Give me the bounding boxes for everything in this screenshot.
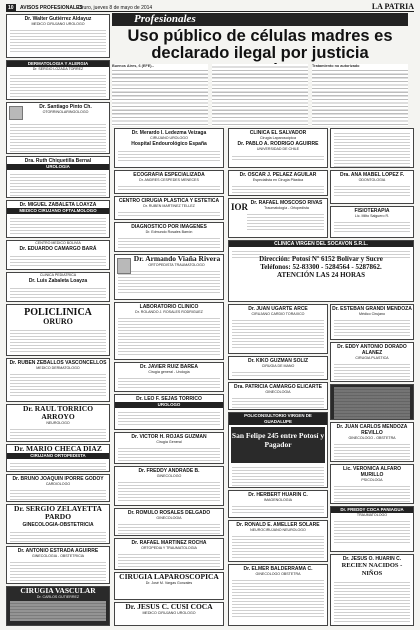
clinic-ad: [228, 240, 414, 302]
page-number: 10: [8, 5, 14, 11]
clinic-address: Dirección: Potosí Nº 6152 Bolívar y Sucre: [259, 255, 383, 263]
ad-subtitle: Dr. ROLANDO J. ROSALES RODRIGUEZ: [135, 310, 203, 314]
ad-subtitle: CLINICA PEDIATRICA: [39, 273, 77, 277]
ad-mid-10: [114, 466, 224, 506]
ad-mid-12: [114, 538, 224, 570]
ad-mid-4: [114, 222, 224, 252]
ad-left-11: [6, 444, 110, 472]
ad-subtitle: GINECOLOGIA: [265, 390, 291, 394]
ad-title: FISIOTERAPIA: [354, 208, 390, 214]
ad-title: Dr. JESUS C. CUSI COCA: [125, 602, 213, 611]
ad-right-7: [228, 304, 328, 354]
ad-right-4: [228, 198, 328, 238]
ad-title: Dr. JUAN UGARTE ARCE: [248, 306, 308, 312]
ad-subtitle: Dr. SERGIO LOZADA TORREZ: [32, 67, 84, 71]
section-band: Profesionales: [112, 13, 408, 26]
ad-subtitle: NEUROCIRUJANO NEUROLOGO: [250, 528, 306, 532]
ad-mid-1: [114, 128, 224, 168]
ad-left-7: [6, 272, 110, 302]
ad-subtitle: ORURO: [43, 317, 73, 326]
ad-subtitle: Cirugía General: [156, 440, 182, 444]
ad-title: Dr. RONALD E. AMELLER SOLARE: [236, 522, 320, 528]
ad-title: POLICLINICA: [24, 307, 92, 318]
ad-subtitle: Cirugía general - Urología: [148, 370, 190, 374]
ad-left-14: [6, 546, 110, 584]
clinic-phones: Teléfonos: 52-83300 - 5284564 - 5287862.: [260, 263, 382, 271]
ad-subtitle: ODONTOLOGIA: [358, 178, 386, 182]
ad-left-6: [6, 240, 110, 270]
ad-title: Dr. MARIO CHECA DIAZ: [14, 444, 102, 453]
ad-mid-11: [114, 508, 224, 536]
ad-subtitle: Especialista en Cirugía Plástica: [252, 178, 304, 182]
ad-title: Dr. BRUNO JOAQUIN IPORRE GODOY: [12, 476, 104, 482]
ad-title: Dr. RAFAEL MARTINEZ ROCHA: [131, 540, 207, 546]
ad-subtitle: Médico Cirujano: [359, 312, 385, 316]
ad-title: Dra. Ruth Chiquetilla Bernal: [24, 158, 92, 164]
ad-right-17: [330, 506, 414, 552]
ad-right-2: [330, 128, 414, 168]
ad-left-9: [6, 358, 110, 402]
ad-subtitle: MEDICO CIRUJANO UROLOGO: [31, 22, 85, 26]
ad-subtitle: RECIEN NACIDOS - NIÑOS: [341, 562, 403, 577]
ad-title: ECOGRAFIA ESPECIALIZADA: [133, 172, 205, 178]
ad-title: Dr. ROMULO ROSALES DELGADO: [127, 510, 211, 516]
ad-left-13: [6, 504, 110, 544]
ad-title: Dr. JUAN CARLOS MENDOZA REVILLO: [336, 424, 408, 436]
ad-subtitle: Dr. Edmundo Rosales Barrón: [145, 230, 193, 234]
ad-title: Dr. Walter Gutiérrez Aldayuz: [24, 16, 92, 22]
ad-title: Dr. MIGUEL ZABALETA LOAYZA: [19, 202, 97, 208]
article-col-2: [212, 64, 308, 126]
ad-title: Dr. FREDDY ANDRADE B.: [138, 468, 200, 474]
doctor-photo: [117, 258, 131, 274]
ad-title: Dr. VICTOR H. ROJAS GUZMAN: [131, 434, 207, 440]
ad-right-9: [330, 342, 414, 382]
ad-title: Dr. EDUARDO CAMARGO BARÁ: [19, 246, 97, 253]
ad-title: Dr. RAUL TORRICO ARROYO: [22, 404, 94, 421]
ad-title: Dr. OSCAR J. PELAEZ AGUILAR: [239, 172, 317, 178]
ad-left-4: [6, 156, 110, 198]
ad-right-16: [228, 520, 328, 562]
ad-subtitle: Dr. José M. Vargas Gonzales: [145, 581, 193, 585]
ad-subtitle: Dr. CARLOS GUTIERREZ: [36, 595, 80, 599]
ad-left-2: [6, 60, 110, 100]
ad-title: Dr. ANTONIO ESTRADA AGUIRRE: [17, 548, 99, 554]
ad-subtitle: UROLOGIA: [7, 164, 109, 170]
ad-left-1: [6, 14, 110, 58]
ad-left-10: [6, 404, 110, 442]
ad-subtitle: GINECOLOGO OBSTETRA: [255, 572, 301, 576]
ad-subtitle: CIRUGIA PLASTICA: [355, 356, 389, 360]
ad-title: Dra. ANA MABEL LOPEZ F.: [340, 172, 404, 178]
ad-right-12: [330, 384, 414, 420]
ad-left-15: [6, 586, 110, 626]
ad-subtitle: MEDICO CIRUJANO UROLOGO: [142, 611, 196, 615]
ad-mid-6: [114, 302, 224, 360]
ad-subtitle: MEDICO CIRUJANO OFTALMOLOGO: [7, 208, 109, 214]
ad-title: Dr. FREDDY COCA PANIAGUA: [331, 507, 413, 513]
ad-subtitle: CARDIOLOGO: [45, 482, 71, 486]
ad-right-1: [228, 128, 328, 168]
ad-subtitle: CIRUJANO CARDIO TORAXICO: [251, 312, 305, 316]
ad-subtitle: GINECOLOGIA - OBSTETRICIA: [31, 554, 85, 558]
ad-subtitle: GINECOLOGIA-OBSTETRICIA: [22, 522, 94, 528]
ad-subtitle: Traumatología - Ortopedista: [264, 206, 309, 210]
article-col-1: [112, 64, 208, 126]
ad-title: Dr. Santiago Pinto Ch.: [39, 104, 92, 110]
ad-mid-7: [114, 362, 224, 392]
ad-title: Dr. ELMER BALDERRAMA C.: [243, 566, 313, 572]
ad-right-10: [228, 356, 328, 380]
ad-left-5: [6, 200, 110, 238]
ad-subtitle: UROLOGO: [115, 402, 223, 408]
ad-title: Dr. JESUS O. HUARIN C.: [342, 556, 402, 562]
ad-subtitle: Lic. Milto Salguero R.: [354, 214, 390, 218]
ad-title: Dr. Armando Viaña Rivera: [133, 254, 221, 263]
ad-title: Lic. VERONICA ALFARO MURILLO: [343, 466, 401, 478]
ad-subtitle: GINECOLOGO: [156, 474, 182, 478]
ad-title: DIAGNOSTICO POR IMAGENES: [131, 224, 207, 230]
ad-right-8: [330, 304, 414, 340]
article-subhead: Tratamiento no autorizado: [312, 64, 408, 68]
ad-subtitle: PSICOLOGA: [361, 478, 383, 482]
ad-title: Dr. KIKO GUZMAN SOLIZ: [248, 358, 308, 364]
ad-left-12: [6, 474, 110, 502]
ad-subtitle: Dr. RUBEN MARTINEZ TELLEZ: [143, 204, 195, 208]
article-col-3: [312, 64, 408, 126]
ad-right-11: [228, 382, 328, 410]
ad-title: CIRUGIA VASCULAR: [20, 586, 96, 595]
ad-right-14: [330, 422, 414, 462]
ad-doctor-sub: UNIVERSIDAD DE CHILE: [256, 147, 300, 152]
ad-right-15: [330, 464, 414, 504]
ad-subtitle: CENTRO MEDICO BOLIVIA: [35, 241, 81, 245]
ad-right-6: [330, 206, 414, 238]
headline: Uso público de células madres es declarado ilegal por justicia: [127, 27, 393, 62]
ad-title: Dr. RAFAEL MOSCOSO RIVAS: [250, 200, 323, 206]
doctor-photo: [9, 106, 23, 120]
ad-right-13: [228, 490, 328, 518]
ad-subtitle: GINECOLOGO - OBSTETRA: [348, 436, 396, 440]
ad-doctor: Dr. PABLO A. RODRIGO AGUIRRE: [237, 141, 319, 148]
ad-extra: Hospital Endourológico España: [131, 141, 207, 148]
ad-title: Dr. JAVIER RUIZ BAREA: [140, 364, 198, 370]
clinic-hours: ATENCIÓN LAS 24 HORAS: [277, 271, 365, 279]
ad-mid-5: [114, 254, 224, 300]
issue-date: Oruro, jueves 8 de mayo de 2014: [78, 5, 153, 11]
ad-title: DERMATOLOGIA Y ALERGIA: [7, 61, 109, 67]
ad-title: Dr. EDDY ANTONIO DORADO ALANEZ: [337, 344, 407, 356]
ad-title: Dr. ESTEBAN GRANDI MENDOZA: [332, 306, 412, 312]
ad-subtitle: GINECOLOGIA: [156, 516, 182, 520]
ad-title: Dr. Luis Zabaleta Loayza: [28, 278, 88, 285]
ad-title: Dr. LEO F. SEJAS TORRICO: [136, 396, 202, 402]
ad-subtitle: TRAUMATOLOGO: [356, 513, 388, 517]
ad-subtitle: CIRUJANO ORTOPEDISTA: [7, 453, 109, 459]
ad-right-5: [330, 170, 414, 204]
ad-title: CLINICA EL SALVADOR: [249, 130, 307, 136]
ior-logo: IOR: [231, 202, 249, 212]
ad-left-8: [6, 304, 110, 356]
ad-subtitle: San Felipe 245 entre Potosí y Pagador: [231, 431, 325, 449]
ad-title: Dr. Merardo I. Ledezma Veizaga: [131, 130, 207, 136]
ad-subtitle: ORTOPEDISTA TRAUMATOLOGO: [148, 263, 205, 267]
ad-right-19: [330, 554, 414, 626]
ad-title: POLICONSULTORIO VIRGEN DE GUADALUPE: [229, 413, 327, 425]
ad-subtitle: Cirugía Laparoscópica: [260, 136, 296, 140]
ad-right-3: [228, 170, 328, 196]
ad-subtitle: NEUROLOGO: [46, 421, 70, 425]
clinic-name: CLINICA VIRGEN DEL SOCAVON S.R.L.: [229, 241, 413, 247]
ad-subtitle: IMAGENOLOGIA: [264, 498, 292, 502]
ad-subtitle: OTORRINOLARINGOLOGO: [42, 110, 89, 114]
ad-title: Dr. SERGIO ZELAYETTA PARDO: [14, 504, 102, 521]
paper-name: LA PATRIA: [371, 2, 414, 11]
ad-mid-2: [114, 170, 224, 194]
ad-mid-14: [114, 602, 224, 626]
ad-title: LABORATORIO CLINICO: [139, 304, 199, 310]
ad-mid-9: [114, 432, 224, 464]
ad-title: Dra. PATRICIA CAMARGO ELICARTE: [234, 384, 322, 390]
ad-subtitle: ORTOPEDIA Y TRAUMATOLOGIA: [141, 546, 197, 550]
ad-subtitle: Dr. ANDRES CESPEDES MENECES: [139, 178, 199, 182]
policonsultorio-ad: [228, 412, 328, 488]
ad-title: Dr. HERBERT HUARIN C.: [248, 492, 308, 498]
ad-mid-13: [114, 572, 224, 600]
ad-mid-3: [114, 196, 224, 220]
section-name: AVISOS PROFESIONALES: [20, 5, 83, 11]
ad-mid-8: [114, 394, 224, 430]
ad-subtitle: CIRUJANO UROLOGO: [150, 136, 188, 140]
page-header: [6, 4, 414, 12]
ad-left-3: [6, 102, 110, 154]
ad-title: CIRUGIA LAPAROSCOPICA: [119, 572, 219, 581]
ad-subtitle: CIRUGIA DE MANO: [261, 364, 295, 368]
ad-right-18: [228, 564, 328, 626]
article-lead: Buenos Aires, 6 (EFE).-: [112, 64, 208, 68]
ad-title: CENTRO CIRUGIA PLASTICA Y ESTETICA: [118, 198, 220, 204]
article-body: [112, 64, 408, 126]
ad-subtitle: MEDICO DERMATOLOGO: [36, 366, 80, 370]
ad-title: Dr. RUBEN ZEBALLOS VASCONCELLOS: [9, 360, 107, 366]
